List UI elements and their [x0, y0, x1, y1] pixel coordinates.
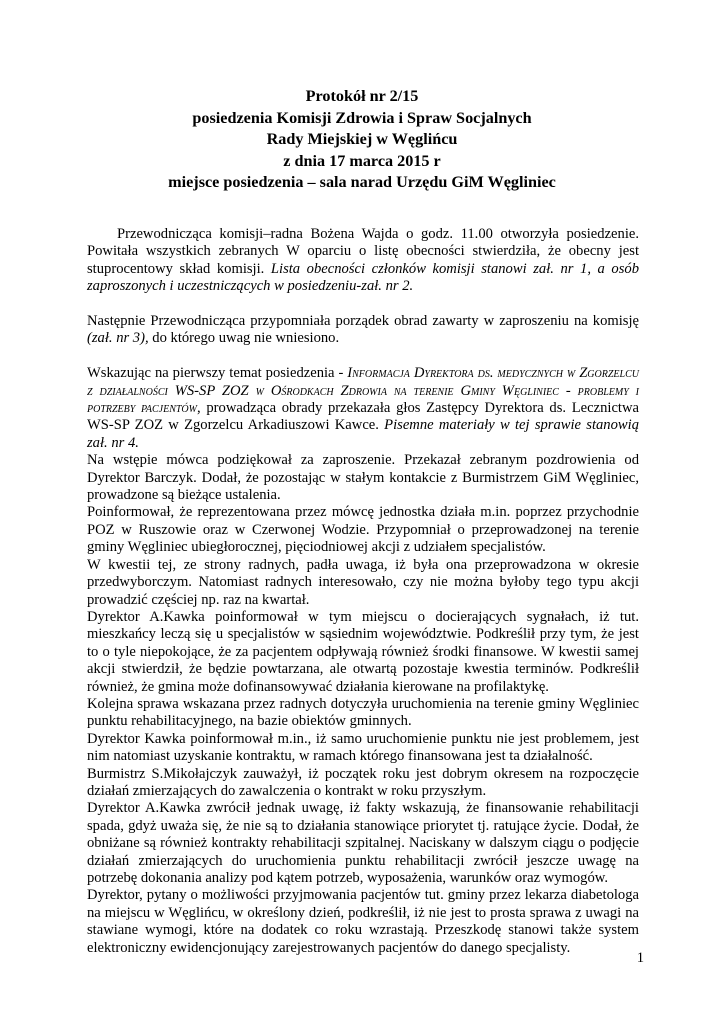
- title-line-council: Rady Miejskiej w Węglińcu: [266, 130, 458, 148]
- paragraph-first-topic-heading: Informacja Dyrektora ds. medycznych w Zgorzelcu z działalności WS-SP ZOZ w Ośrodkach Zdrowia na terenie Gminy Węgliniec - problemy i potrzeby pacjentów: [87, 365, 639, 417]
- paragraph-contract-issue: Dyrektor Kawka poinformował m.in., iż samo uruchomienie punktu nie jest problemem, jest nim natomiast uzyskanie kontraktu, w ramach którego finansowana jest ta działalność.: [87, 730, 639, 765]
- document-body: [87, 226, 639, 957]
- paragraph-opening: [87, 226, 639, 296]
- paragraph-diabetologist: Dyrektor, pytany o możliwości przyjmowania pacjentów tut. gminy przez lekarza diabetologa na miejscu w Węglińcu, w określony dzień, podkreślił, iż nie jest to prosta sprawa z uwagi na stawiane wymogi, które na dodatek co roku wzrastają. Przeszkodę stanowi także system elektroniczny ewidencjonujący zarejestrowanych pacjentów do danego specjalisty.: [87, 887, 639, 956]
- paragraph-rehabilitation-point: Kolejna sprawa wskazana przez radnych dotyczyła uruchomienia na terenie gminy Węgliniec punktu rehabilitacyjnego, na bazie obiektów gminnych.: [87, 695, 639, 730]
- paragraph-specialists-signals: Dyrektor A.Kawka poinformował w tym miejscu o docierających sygnałach, iż tut. mieszkańcy leczą się u specjalistów w sąsiednim województwie. Podkreślił przy tym, że jest to o tyle niepokojące, że za pacjentem odpływają również środki finansowe. W kwestii samej akcji stwierdził, że będzie powtarzana, ale otwartą pozostaje kwestia terminów. Podkreślił również, że gmina może dofinansowywać działania kierowane na profilaktykę.: [87, 608, 639, 695]
- page-number: 1: [636, 950, 644, 966]
- paragraph-opening-text: Przewodnicząca komisji–radna Bożena Wajda o godz. 11.00 otworzyła posiedzenie. Powitała wszystkich zebranych W oparciu o listę obecności stwierdziła, że obecny jest stuprocentowy skład komisji.: [87, 226, 639, 277]
- paragraph-first-topic-attachment-note: Pisemne materiały w tej sprawie stanowią zał. nr 4.: [87, 417, 639, 451]
- paragraph-speaker-intro: Na wstępie mówca podziękował za zaproszenie. Przekazał zebranym pozdrowienia od Dyrektor Barczyk. Dodał, że pozostając w stałym kontakcie z Burmistrzem GiM Węgliniec, prowadzone są bieżące ustalenia.: [87, 452, 639, 504]
- paragraph-first-topic-text-a: Wskazując na pierwszy temat posiedzenia -: [87, 365, 348, 382]
- paragraph-agenda: [87, 313, 639, 348]
- paragraph-poz-clinics: Poinformował, że reprezentowana przez mówcę jednostka działa m.in. poprzez przychodnie POZ w Ruszowie oraz w Czerwonej Wodzie. Przypomniał o przeprowadzonej na terenie gminy Węgliniec ubiegłorocznej, pięciodniowej akcji z udziałem specjalistów.: [87, 504, 639, 556]
- paragraph-councillors-remark: W kwestii tej, ze strony radnych, padła uwaga, iż była ona przeprowadzona w okresie przedwyborczym. Natomiast radnych interesowało, czy nie można byłoby tego typu akcji prowadzić częściej np. raz na kwartał.: [87, 556, 639, 608]
- title-line-date: z dnia 17 marca 2015 r: [283, 151, 441, 170]
- title-line-protocol-number: Protokół nr 2/15: [305, 87, 419, 105]
- paragraph-first-topic-text-b: , prowadząca obrady przekazała głos Zastępcy Dyrektora ds. Lecznictwa WS-SP ZOZ w Zgorzelcu Arkadiuszowi Kawce.: [87, 400, 639, 434]
- title-line-committee: posiedzenia Komisji Zdrowia i Spraw Socjalnych: [192, 108, 532, 127]
- paragraph-rehabilitation-funding: Dyrektor A.Kawka zwrócił jednak uwagę, iż fakty wskazują, że finansowanie rehabilitacji spada, gdyż uważa się, że nie są to działania stanowiące priorytet tj. ratujące życie. Dodał, że obniżane są również kontrakty rehabilitacji szpitalnej. Naciskany w dalszym ciągu o podjęcie działań zmierzających do uruchomienia punktu rehabilitacji zwrócił jeszcze uwagę na potrzebę dokonania analizy pod kątem potrzeb, wyposażenia, warunków oraz wymogów.: [87, 800, 639, 886]
- paragraph-agenda-text-b: do którego uwag nie wniesiono.: [148, 330, 340, 347]
- document-title: [0, 86, 724, 194]
- paragraph-agenda-attachment-note: (zał. nr 3),: [87, 330, 149, 347]
- title-line-location: miejsce posiedzenia – sala narad Urzędu GiM Węgliniec: [168, 173, 556, 191]
- paragraph-mayor-remark: Burmistrz S.Mikołajczyk zauważył, iż początek roku jest dobrym okresem na rozpoczęcie działań zmierzających do zawalczenia o kontrakt w roku przyszłym.: [87, 765, 639, 799]
- paragraph-first-topic: [87, 365, 639, 452]
- paragraph-agenda-text-a: Następnie Przewodnicząca przypomniała porządek obrad zawarty w zaproszeniu na komisję: [87, 313, 639, 330]
- paragraph-opening-attachment-note: Lista obecności członków komisji stanowi zał. nr 1, a osób zaproszonych i uczestniczących w posiedzeniu-zał. nr 2.: [87, 260, 639, 295]
